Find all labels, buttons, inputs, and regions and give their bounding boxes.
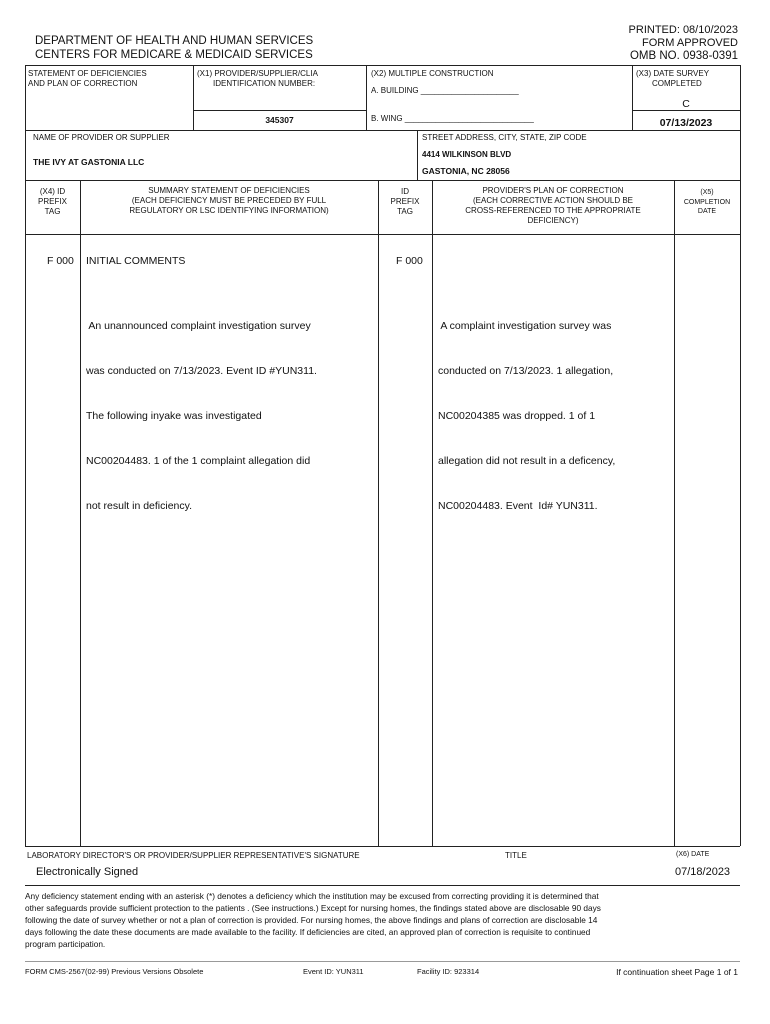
summary-line: not result in deficiency.: [86, 500, 193, 512]
summary-line: The following inyake was investigated: [86, 410, 262, 422]
summary-line: NC00204483. 1 of the 1 complaint allegation did: [86, 455, 311, 467]
signature-date-label: (X6) DATE: [676, 851, 710, 858]
signature-value: Electronically Signed: [36, 866, 139, 878]
omb-number: OMB NO. 0938-0391: [629, 50, 738, 62]
plan-line: allegation did not result in a deficency,: [438, 455, 616, 467]
x1-label: (X1) PROVIDER/SUPPLIER/CLIA IDENTIFICATION NUMBER:: [197, 69, 318, 88]
x3-label: (X3) DATE SURVEY COMPLETED: [636, 69, 710, 88]
tag-left: F 000: [47, 255, 74, 267]
agency-header: [35, 34, 313, 62]
page-number: If continuation sheet Page 1 of 1: [616, 967, 738, 977]
x4-header: (X4) ID PREFIX TAG: [38, 187, 67, 216]
signature-date: 07/18/2023: [675, 866, 731, 878]
address-street: 4414 WILKINSON BLVD: [422, 150, 512, 159]
event-id: Event ID: YUN311: [303, 967, 364, 976]
signature-label: LABORATORY DIRECTOR'S OR PROVIDER/SUPPLIER REPRESENTATIVE'S SIGNATURE: [27, 851, 360, 860]
survey-date: 07/13/2023: [659, 117, 713, 129]
facility-id: Facility ID: 923314: [417, 967, 480, 976]
entry-title: INITIAL COMMENTS: [86, 255, 186, 267]
survey-code: C: [682, 98, 690, 110]
summary-text: [86, 289, 317, 529]
tag-right: F 000: [396, 255, 423, 267]
form-number: FORM CMS-2567(02-99) Previous Versions Obsolete: [25, 967, 204, 976]
x2-label: (X2) MULTIPLE CONSTRUCTION: [371, 69, 494, 78]
plan-text: [438, 289, 615, 529]
plan-line: NC00204483. Event Id# YUN311.: [438, 500, 598, 512]
form-approval-header: [629, 24, 738, 63]
plan-line: NC00204385 was dropped. 1 of 1: [438, 410, 596, 422]
summary-header: SUMMARY STATEMENT OF DEFICIENCIES (EACH DEFICIENCY MUST BE PRECEDED BY FULL REGULATORY OR LSC IDENTIFYING INFORMATION): [129, 186, 329, 215]
summary-line: was conducted on 7/13/2023. Event ID #YUN311.: [86, 365, 317, 377]
address-city: GASTONIA, NC 28056: [422, 166, 510, 176]
plan-header: PROVIDER'S PLAN OF CORRECTION (EACH CORRECTIVE ACTION SHOULD BE CROSS-REFERENCED TO THE APPROPRIATE DEFICIENCY): [465, 186, 641, 225]
plan-line: A complaint investigation survey was: [438, 320, 612, 332]
notice-line: program participation.: [25, 939, 106, 949]
building-field: A. BUILDING ______________________: [371, 86, 519, 95]
statement-label: STATEMENT OF DEFICIENCIES AND PLAN OF CORRECTION: [28, 69, 147, 88]
title-label: TITLE: [505, 851, 527, 860]
x5-header: (X5) COMPLETION DATE: [683, 189, 731, 215]
plan-line: conducted on 7/13/2023. 1 allegation,: [438, 365, 614, 377]
dept-line-1: DEPARTMENT OF HEALTH AND HUMAN SERVICES: [35, 35, 314, 47]
notice-line: following the date of survey whether or not a plan of correction is provided. For nursing homes, the above findings and plans of correction are disclosable 14: [25, 915, 598, 925]
notice-line: days following the date these documents are made available to the facility. If deficiencies are cited, an approved plan of correction is requisite to continued: [25, 927, 591, 937]
address-label: STREET ADDRESS, CITY, STATE, ZIP CODE: [422, 133, 587, 142]
summary-line: An unannounced complaint investigation survey: [86, 320, 311, 332]
notice-line: Any deficiency statement ending with an asterisk (*) denotes a deficiency which the institution may be excused from correcting providing it is determined that: [25, 891, 599, 901]
dept-line-2: CENTERS FOR MEDICARE & MEDICAID SERVICES: [35, 49, 313, 61]
form-approved: FORM APPROVED: [642, 37, 738, 49]
id-header: ID PREFIX TAG: [390, 187, 420, 216]
wing-field: B. WING _____________________________: [371, 114, 534, 123]
printed-date: PRINTED: 08/10/2023: [628, 24, 738, 36]
disclosure-notice: [25, 890, 745, 950]
notice-line: other safeguards provide sufficient protection to the patients . (See instructions.) Except for nursing homes, the findings stated above are disclosable 90 days: [25, 903, 601, 913]
provider-name-label: NAME OF PROVIDER OR SUPPLIER: [33, 133, 170, 142]
provider-id-number: 345307: [265, 115, 294, 125]
provider-name: THE IVY AT GASTONIA LLC: [33, 157, 145, 167]
